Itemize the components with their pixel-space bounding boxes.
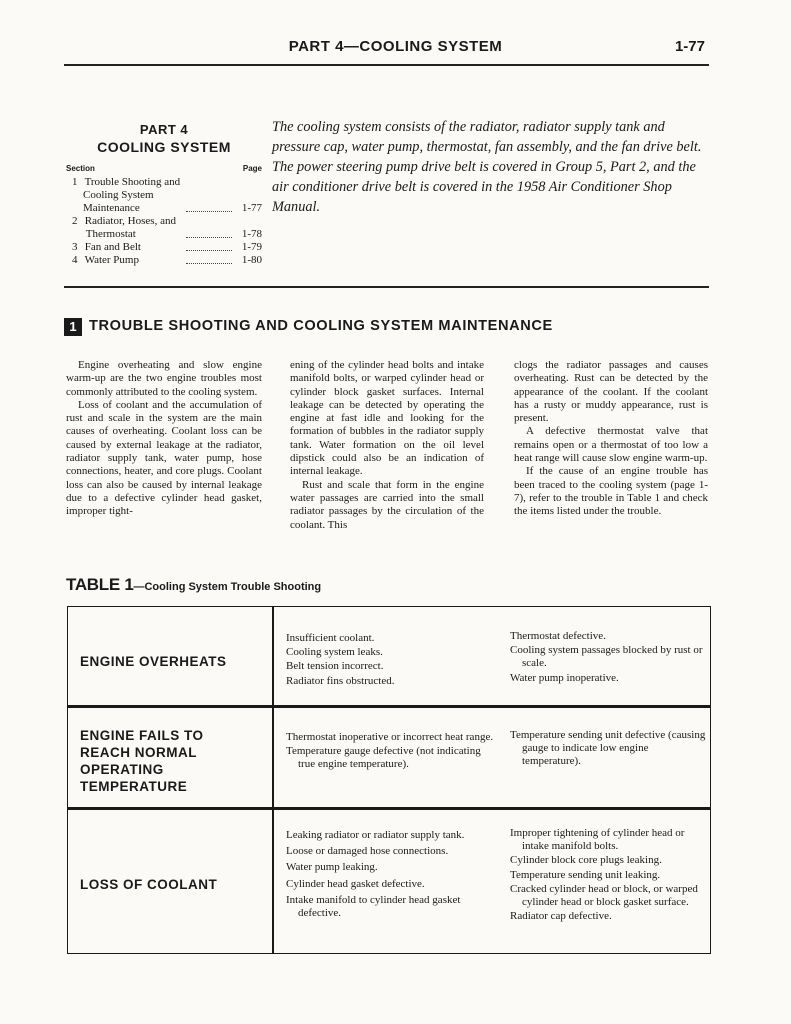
cause-item: Thermostat inoperative or incorrect heat range. [286,731,494,743]
condition-line: ENGINE OVERHEATS [80,654,227,669]
toc-item-number: 4 [72,254,78,266]
toc-item-number: 2 [72,215,78,227]
toc-item [66,176,262,215]
toc-item-text: Water Pump [84,254,139,266]
toc-part-label: PART 4 [139,122,189,137]
toc-leader [186,237,232,238]
toc-item-text: Trouble Shooting and Cooling System Maintenance [72,176,181,214]
toc-column-headers [66,164,262,173]
cause-item: Water pump inoperative. [510,671,619,684]
toc-item [66,215,262,241]
table-causes-b [510,827,706,923]
toc-item-page: 1-79 [241,241,262,253]
condition-line: REACH NORMAL [80,745,197,760]
toc-item-page: 1-78 [241,228,262,240]
cause-item: Thermostat defective. [510,630,606,642]
cause-item: Cylinder head gasket defective. [286,877,425,890]
table-condition [80,876,265,893]
body-column-2 [290,359,484,532]
paragraph: Loss of coolant and the accumulation of rust and scale in the system are the main causes of overheating. Coolant loss can be caused by external leakage at the radiator, radiator supply tank, water pump, hose connections, heater, and core plugs. Coolant loss can also be caused by internal leakage due to a defective cylinder head gasket, improper tight- [66,398,262,518]
page-header-title: PART 4—COOLING SYSTEM [288,38,503,55]
cause-item: Water pump leaking. [286,861,378,874]
intro-paragraph: The cooling system consists of the radiator, radiator supply tank and pressure cap, water pump, thermostat, fan assembly, and the fan drive belt. The power steering pump drive belt is covered in Group 5, Part 2, and the air conditioner drive belt is covered in the 1958 Air Conditioner Shop Manual. [272,119,702,215]
cause-item: Cooling system leaks. [286,646,383,659]
table-row-divider [67,705,711,708]
toc-leader [186,263,232,264]
toc-item-number: 3 [72,241,78,253]
toc-leader [186,250,232,251]
toc-item-page: 1-80 [241,254,262,266]
toc-item [66,254,262,267]
cause-item: Belt tension incorrect. [286,660,384,673]
paragraph: clogs the radiator passages and causes overheating. Rust can be detected by the appearance of the coolant. If the coolant has a rusty or muddy appearance, rust is present. [514,359,708,425]
toc-title: COOLING SYSTEM [97,139,231,155]
table-causes-a [286,731,498,772]
cause-item: Improper tightening of cylinder head or intake manifold bolts. [510,827,685,853]
toc-item-text: Radiator, Hoses, and Thermostat [72,215,176,240]
condition-line: ENGINE FAILS TO [80,728,204,743]
condition-line: TEMPERATURE [80,779,188,794]
section-number-badge: 1 [64,318,82,336]
toc-item-number: 1 [72,176,78,188]
toc-item-page: 1-77 [241,202,262,214]
cause-item: Cooling system passages blocked by rust or scale. [510,644,703,670]
condition-line: LOSS OF COOLANT [80,877,218,892]
cause-item: Temperature sending unit leaking. [510,868,661,881]
paragraph: Rust and scale that form in the engine water passages are carried into the small radiator passages by the circulation of the coolant. This [290,478,484,531]
table-divider [272,606,274,954]
toc-list [66,176,262,267]
toc-item-text: Fan and Belt [84,241,141,253]
table-causes-a [286,632,498,688]
cause-item: Intake manifold to cylinder head gasket defective. [286,893,461,920]
section-title: TROUBLE SHOOTING AND COOLING SYSTEM MAINTENANCE [89,318,553,334]
cause-item: Loose or damaged hose connections. [286,845,449,858]
cause-item: Radiator fins obstructed. [286,674,395,687]
table-causes-b [510,630,706,685]
section-rule [64,286,709,288]
table-caption: —Cooling System Trouble Shooting [133,581,322,593]
page-number: 1-77 [674,38,705,55]
cause-item: Insufficient coolant. [286,632,375,644]
table-title [66,575,321,595]
paragraph: If the cause of an engine trouble has been traced to the cooling system (page 1-7), refer to the trouble in Table 1 and check the items listed under the trouble. [514,465,708,518]
cause-item: Leaking radiator or radiator supply tank. [286,829,465,841]
table-number: TABLE 1 [66,575,134,594]
paragraph: A defective thermostat valve that remains open or a thermostat of too low a heat range will cause slow engine warm-up. [514,425,708,465]
cause-item: Temperature gauge defective (not indicating true engine temperature). [286,745,481,771]
cause-item: Cylinder block core plugs leaking. [510,854,662,867]
toc-leader [186,211,232,212]
cause-item: Temperature sending unit defective (causing gauge to indicate low engine temperature). [510,729,706,768]
condition-line: OPERATING [80,762,164,777]
header-rule [64,64,709,66]
table-causes-a [286,829,498,920]
cause-item: Radiator cap defective. [510,910,612,923]
cause-item: Cracked cylinder head or block, or warped cylinder head or block gasket surface. [510,882,698,909]
body-column-1 [66,359,262,519]
table-row-divider [67,807,711,810]
table-condition [80,653,265,670]
paragraph: Engine overheating and slow engine warm-up are the two engine troubles most commonly attributed to the cooling system. [66,359,262,398]
paragraph: ening of the cylinder head bolts and intake manifold bolts, or warped cylinder head or cylinder block gasket surfaces. Internal leakage can be detected by operating the engine at fast idle and looking for the formation of bubbles in the radiator supply tank. Water formation on the oil level dipstick could also be an indication of internal leakage. [290,359,484,478]
body-column-3 [514,359,708,519]
table-causes-b [510,729,706,769]
table-condition [80,727,265,795]
toc-page-label: Page [242,164,262,173]
toc-section-label: Section [66,164,95,173]
toc-item [66,241,262,254]
